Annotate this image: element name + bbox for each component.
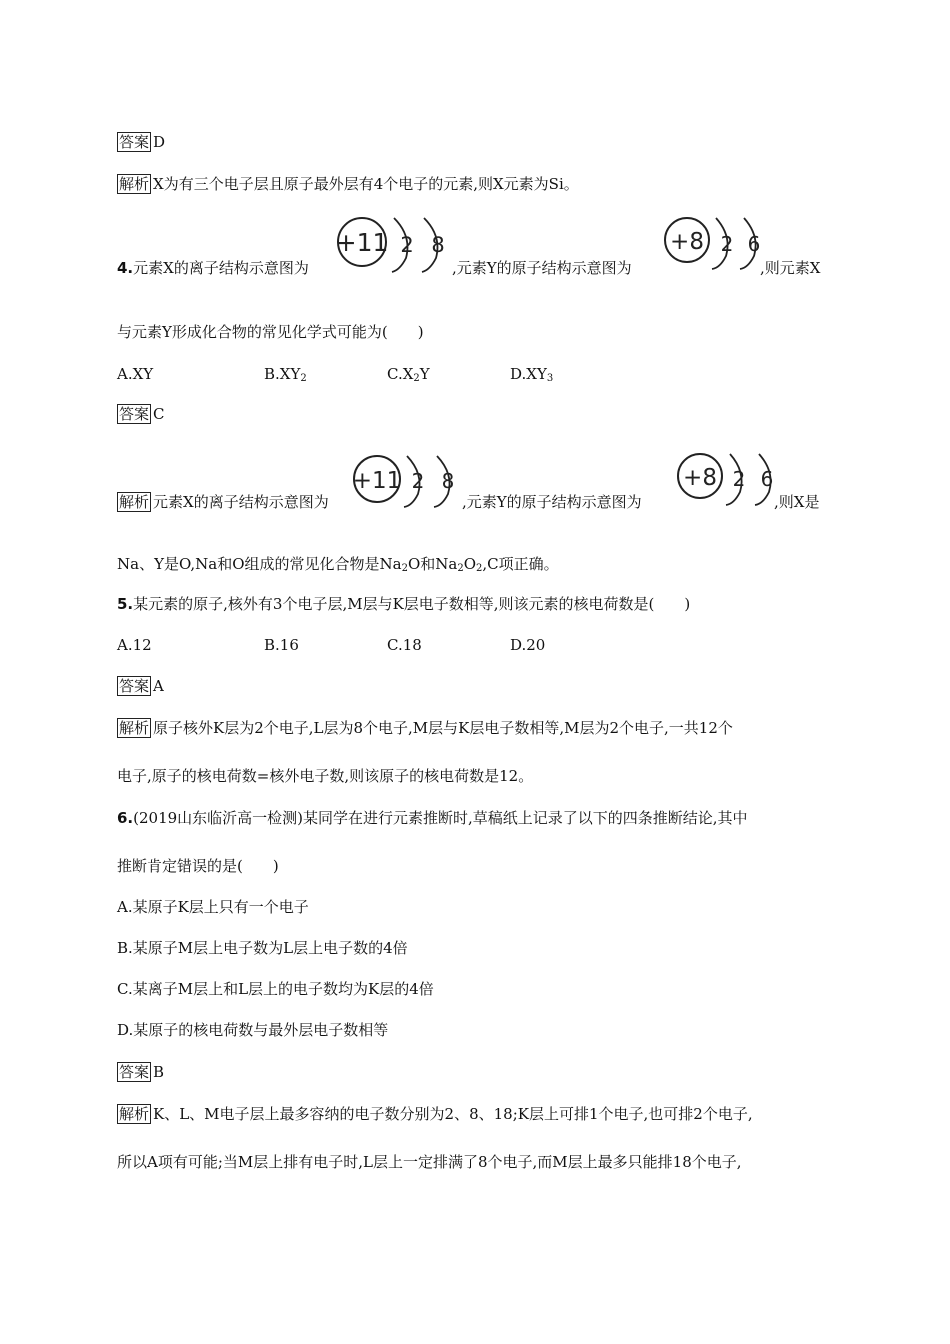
q6-line2: 推断肯定错误的是( ) — [117, 857, 279, 875]
answer-label: 答案 — [119, 677, 150, 695]
shell-count-1: 2 — [400, 233, 414, 257]
q4-answer: C — [153, 405, 165, 423]
q4-line1-end: ,则元素X — [760, 259, 821, 277]
q6-analysis-text: K、L、M电子层上最多容纳的电子数分别为2、8、18;K层上可排1个电子,也可排2个电子, — [153, 1105, 753, 1123]
ion-structure-diagram — [352, 454, 464, 512]
option-subscript: 2 — [413, 373, 420, 384]
q5-analysis-line1 — [117, 718, 733, 738]
q4-option-b — [264, 364, 307, 384]
q4-analysis-end: ,则X是 — [774, 493, 820, 511]
answer-label: 答案 — [119, 1063, 150, 1081]
shell-count-1: 2 — [732, 467, 746, 491]
q6-number: 6. — [117, 809, 134, 827]
q5-answer: A — [153, 677, 164, 695]
option-text: D.XY — [510, 365, 547, 383]
subscript: 2 — [401, 563, 408, 574]
q6-answer: B — [153, 1063, 165, 1081]
shell-count-2: 8 — [431, 233, 445, 257]
option-text: B.XY — [264, 365, 301, 383]
analysis-label: 解析 — [119, 719, 150, 737]
q5-analysis-text: 原子核外K层为2个电子,L层为8个电子,M层与K层电子数相等,M层为2个电子,一共12个 — [153, 719, 733, 737]
q4-option-a — [117, 364, 153, 384]
q3-answer: D — [153, 133, 166, 151]
shell-count-2: 6 — [747, 232, 761, 256]
shell-count-1: 2 — [411, 469, 425, 493]
atom-structure-diagram — [664, 214, 764, 272]
q6-option-a: A.某原子K层上只有一个电子 — [117, 898, 309, 916]
q6-analysis-line2: 所以A项有可能;当M层上排有电子时,L层上一定排满了8个电子,而M层上最多只能排18个电子, — [117, 1153, 742, 1171]
q4-text-before: 元素X的离子结构示意图为 — [133, 259, 309, 277]
q4-line2: 与元素Y形成化合物的常见化学式可能为( ) — [117, 323, 424, 341]
q5-analysis-line2: 电子,原子的核电荷数=核外电子数,则该原子的核电荷数是12。 — [117, 767, 534, 785]
analysis-text: O和Na — [407, 555, 458, 573]
q5-option-d: D.20 — [510, 636, 546, 654]
nucleus-charge: +8 — [683, 465, 717, 491]
q6-option-d: D.某原子的核电荷数与最外层电子数相等 — [117, 1021, 389, 1039]
analysis-label: 解析 — [119, 493, 150, 511]
shell-count-1: 2 — [720, 232, 734, 256]
q4-analysis-middle: ,元素Y的原子结构示意图为 — [462, 493, 642, 511]
q5-text: 某元素的原子,核外有3个电子层,M层与K层电子数相等,则该元素的核电荷数是( ) — [133, 595, 691, 613]
q4-analysis-before: 元素X的离子结构示意图为 — [153, 493, 329, 511]
q4-number: 4. — [117, 259, 134, 277]
q4-option-c — [387, 364, 430, 384]
q6-analysis-line1 — [117, 1104, 753, 1124]
option-tail: Y — [419, 365, 430, 383]
q6-option-c: C.某离子M层上和L层上的电子数均为K层的4倍 — [117, 980, 434, 998]
atom-structure-diagram — [676, 452, 780, 510]
q4-line1 — [117, 258, 309, 278]
q3-answer-line — [117, 132, 165, 152]
analysis-label: 解析 — [119, 175, 150, 193]
analysis-text: ,C项正确。 — [482, 555, 559, 573]
q4-analysis-line2 — [117, 554, 559, 574]
q6-text: (2019山东临沂高一检测)某同学在进行元素推断时,草稿纸上记录了以下的四条推断结论,其中 — [133, 809, 748, 827]
q3-analysis-line — [117, 174, 579, 194]
q4-diagram-x — [336, 212, 448, 274]
shell-count-2: 6 — [760, 467, 774, 491]
q5-option-a: A.12 — [117, 636, 152, 654]
q5-number: 5. — [117, 595, 134, 613]
q4-option-d — [510, 364, 553, 384]
analysis-text: O — [463, 555, 477, 573]
q4-line1-middle: ,元素Y的原子结构示意图为 — [452, 259, 632, 277]
subscript: 2 — [476, 563, 483, 574]
nucleus-charge: +11 — [335, 228, 389, 257]
q5-answer-line — [117, 676, 164, 696]
nucleus-charge: +11 — [352, 468, 402, 494]
analysis-label: 解析 — [119, 1105, 150, 1123]
q6-answer-line — [117, 1062, 164, 1082]
q4-diagram-y — [664, 214, 764, 272]
answer-label: 答案 — [119, 405, 150, 423]
q4-analysis-diagram-y — [676, 452, 780, 510]
option-text: C.X — [387, 365, 414, 383]
q4-answer-line — [117, 404, 165, 424]
subscript: 2 — [457, 563, 464, 574]
analysis-text: Na、Y是O,Na和O组成的常见化合物是Na — [117, 555, 402, 573]
shell-count-2: 8 — [441, 469, 455, 493]
q6-option-b: B.某原子M层上电子数为L层上电子数的4倍 — [117, 939, 408, 957]
q4-analysis-line1 — [117, 492, 329, 512]
q6-line1 — [117, 808, 748, 828]
ion-structure-diagram — [336, 212, 448, 274]
option-subscript: 2 — [300, 373, 307, 384]
option-text: A.XY — [117, 365, 154, 383]
q5-option-b: B.16 — [264, 636, 299, 654]
option-subscript: 3 — [546, 373, 554, 384]
q3-analysis: X为有三个电子层且原子最外层有4个电子的元素,则X元素为Si。 — [153, 175, 579, 193]
q4-analysis-diagram-x — [352, 454, 464, 512]
answer-label: 答案 — [119, 133, 150, 151]
q5-line1 — [117, 594, 690, 614]
nucleus-charge: +8 — [670, 229, 704, 255]
q5-option-c: C.18 — [387, 636, 422, 654]
